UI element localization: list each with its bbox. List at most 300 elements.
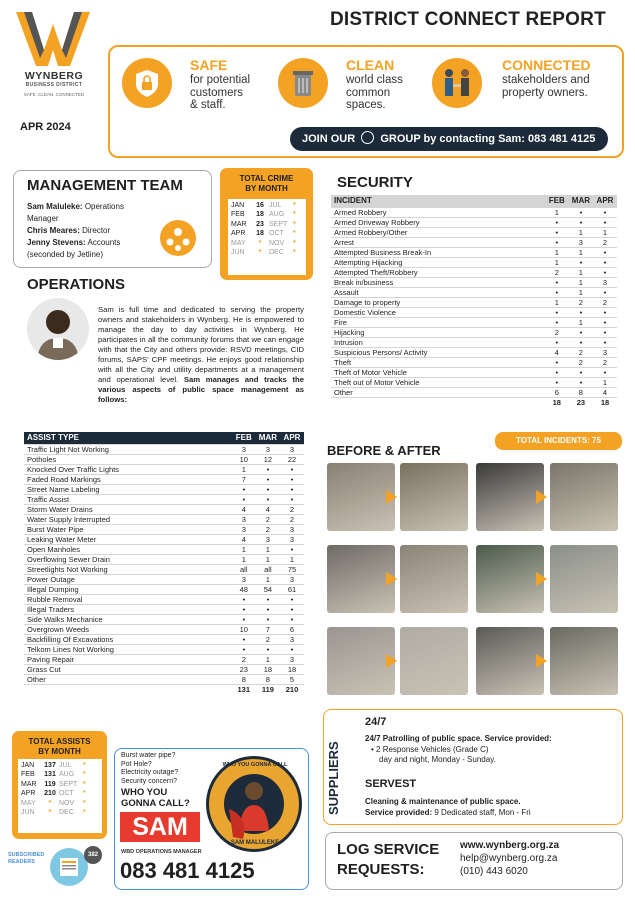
row-value: • <box>232 614 256 624</box>
row-value: 18 <box>256 664 280 674</box>
supplier-servest-desc: Cleaning & maintenance of public space. Service provided: 9 Dedicated staff, Mon - Fri <box>365 797 531 817</box>
table-row <box>331 237 617 247</box>
before-photo <box>327 545 395 613</box>
row-value: • <box>545 367 569 377</box>
row-value: 2 <box>593 297 617 307</box>
row-value: 18 <box>280 664 304 674</box>
table-row <box>24 474 304 484</box>
row-value: 3 <box>593 347 617 357</box>
month-row <box>21 799 102 808</box>
row-value: • <box>593 317 617 327</box>
row-label: Assault <box>331 287 545 297</box>
readers-count-badge: 382 <box>84 846 102 864</box>
before-after-title: BEFORE & AFTER <box>327 443 441 458</box>
row-label: Street Name Labeling <box>24 484 232 494</box>
row-value: APR <box>593 195 617 207</box>
logo-tagline: SAFE. CLEAN. CONNECTED <box>23 92 85 97</box>
row-label: Armed Driveway Robbery <box>331 217 545 227</box>
month-row <box>231 239 306 248</box>
before-photo <box>476 627 544 695</box>
row-value: all <box>256 564 280 574</box>
website-link[interactable]: www.wynberg.org.za <box>460 840 560 851</box>
mgmt-row: (seconded by Jetline) <box>27 250 104 259</box>
row-value: 12 <box>256 454 280 464</box>
row-value: • <box>256 614 280 624</box>
badge-bottom-text: SAM MALULEKE <box>230 840 280 846</box>
value-clean-head: CLEAN <box>346 57 395 73</box>
row-value: 1 <box>569 287 593 297</box>
superhero-badge-icon <box>206 756 302 852</box>
row-value: 1 <box>232 544 256 554</box>
supplier-247-desc: 24/7 Patrolling of public space. Service provided: • 2 Response Vehicles (Grade C) day and night, Monday - Sunday. <box>365 734 552 764</box>
month-row <box>21 780 102 789</box>
row-label: Potholes <box>24 454 232 464</box>
row-value: MAR <box>256 432 280 444</box>
row-value: • <box>593 327 617 337</box>
row-value: 8 <box>232 674 256 684</box>
row-label: Backfilling Of Excavations <box>24 634 232 644</box>
row-value: • <box>545 337 569 347</box>
row-value: APR <box>280 432 304 444</box>
row-value: • <box>545 287 569 297</box>
table-row <box>24 554 304 564</box>
row-label: Attempted Theft/Robbery <box>331 267 545 277</box>
row-label <box>24 684 232 694</box>
month-value: * <box>293 211 296 219</box>
row-value: 1 <box>232 554 256 564</box>
month-label: OCT <box>269 230 284 238</box>
table-row <box>331 347 617 357</box>
total-assists-title: TOTAL ASSISTS BY MONTH <box>28 737 91 756</box>
month-value: * <box>293 249 296 257</box>
month-label: DEC <box>59 809 74 817</box>
table-row <box>24 604 304 614</box>
table-row <box>24 634 304 644</box>
row-value: 10 <box>232 454 256 464</box>
row-label: Damage to property <box>331 297 545 307</box>
row-value: 8 <box>256 674 280 684</box>
arrow-right-icon <box>536 572 547 586</box>
row-label: Fire <box>331 317 545 327</box>
row-label: ASSIST TYPE <box>24 432 232 444</box>
row-value: • <box>280 594 304 604</box>
supplier-servest-name: SERVEST <box>365 778 417 790</box>
row-value: MAR <box>569 195 593 207</box>
row-label: Traffic Assist <box>24 494 232 504</box>
after-photo <box>400 545 468 613</box>
table-row <box>331 317 617 327</box>
month-row <box>231 210 306 219</box>
table-row <box>331 257 617 267</box>
row-label: Attempting Hijacking <box>331 257 545 267</box>
table-row <box>331 357 617 367</box>
month-value: * <box>83 762 86 769</box>
row-label: Other <box>331 387 545 397</box>
row-value: 3 <box>232 514 256 524</box>
after-photo <box>400 463 468 531</box>
table-row <box>24 674 304 684</box>
row-label: Water Supply Interrupted <box>24 514 232 524</box>
team-icon <box>160 220 196 256</box>
month-label: APR <box>21 790 36 798</box>
row-value: 1 <box>256 544 280 554</box>
row-label: Telkom Lines Not Working <box>24 644 232 654</box>
row-value: 210 <box>285 684 299 694</box>
logo-name: WYNBERG <box>24 70 84 82</box>
row-label: Armed Robbery <box>331 207 545 217</box>
month-row <box>21 761 102 770</box>
month-value: * <box>258 249 262 257</box>
row-label: Leaking Water Meter <box>24 534 232 544</box>
month-label: FEB <box>21 771 35 779</box>
row-value: 8 <box>569 387 593 397</box>
month-value: * <box>48 809 52 817</box>
row-label: Attempted Business Break-In <box>331 247 545 257</box>
row-value: 1 <box>569 267 593 277</box>
supplier-247-name: 24/7 <box>365 716 387 728</box>
month-value: 23 <box>256 220 264 228</box>
row-value: • <box>256 474 280 484</box>
log-service-label: LOG SERVICE REQUESTS: <box>337 841 440 878</box>
row-label: Paving Repair <box>24 654 232 664</box>
total-assists-list <box>18 759 102 833</box>
row-label: Theft of Motor Vehicle <box>331 367 545 377</box>
row-value: • <box>569 367 593 377</box>
table-row <box>24 524 304 534</box>
row-value: 2 <box>280 514 304 524</box>
month-row <box>21 789 102 798</box>
row-label: Suspicious Persons/ Activity <box>331 347 545 357</box>
sam-questions: Burst water pipe? Pot Hole? Electricity outage? Security concern? <box>121 752 179 785</box>
row-label: Knocked Over Traffic Lights <box>24 464 232 474</box>
suppliers-label: SUPPLIERS <box>326 741 341 815</box>
row-value: • <box>545 377 569 387</box>
after-photo <box>550 627 618 695</box>
row-value: • <box>545 357 569 367</box>
row-value: • <box>256 604 280 614</box>
row-value: FEB <box>232 432 256 444</box>
report-date: APR 2024 <box>20 121 71 133</box>
row-value: 1 <box>545 297 569 307</box>
table-row <box>331 267 617 277</box>
row-value: 4 <box>593 387 617 397</box>
security-title: SECURITY <box>337 174 413 191</box>
row-label: Hijacking <box>331 327 545 337</box>
avatar <box>27 298 89 360</box>
row-value: • <box>545 307 569 317</box>
row-value: • <box>280 604 304 614</box>
table-row <box>24 484 304 494</box>
table-row <box>24 534 304 544</box>
row-value: 1 <box>569 227 593 237</box>
newsletter-icon <box>50 848 88 886</box>
row-value: 3 <box>280 654 304 664</box>
row-label: Intrusion <box>331 337 545 347</box>
row-value: 2 <box>232 654 256 664</box>
month-row <box>21 808 102 817</box>
table-row <box>24 464 304 474</box>
trash-bin-icon <box>278 58 328 108</box>
row-value: • <box>593 257 617 267</box>
row-value: 1 <box>256 574 280 584</box>
row-value: 2 <box>256 514 280 524</box>
before-photo <box>327 627 395 695</box>
row-value: • <box>593 287 617 297</box>
table-row <box>331 207 617 217</box>
table-row <box>24 624 304 634</box>
row-value: 61 <box>280 584 304 594</box>
row-value: • <box>569 327 593 337</box>
management-title: MANAGEMENT TEAM <box>27 177 183 194</box>
sam-name-badge: SAM <box>120 812 200 842</box>
total-incidents-badge: TOTAL INCIDENTS: 75 <box>495 432 622 450</box>
row-value: 23 <box>576 397 586 407</box>
row-value: • <box>593 307 617 317</box>
mgmt-row: Chris Meares: Director <box>27 226 111 235</box>
value-connected-head: CONNECTED <box>502 57 591 73</box>
whatsapp-banner[interactable] <box>290 127 608 151</box>
row-value: 22 <box>280 454 304 464</box>
row-value: • <box>593 337 617 347</box>
row-value: • <box>593 247 617 257</box>
month-row <box>231 201 306 210</box>
row-value: 75 <box>280 564 304 574</box>
month-label: MAR <box>231 220 247 228</box>
month-value: 137 <box>44 762 56 769</box>
month-label: SEPT <box>269 220 288 228</box>
row-value: • <box>280 614 304 624</box>
shield-lock-icon <box>122 58 172 108</box>
month-value: * <box>48 799 52 807</box>
row-value: • <box>545 217 569 227</box>
month-value: * <box>83 799 86 807</box>
month-label: JUL <box>269 202 282 209</box>
row-value: 3 <box>569 237 593 247</box>
row-value: • <box>569 217 593 227</box>
month-label: MAR <box>21 780 37 788</box>
month-label: JAN <box>231 202 245 209</box>
table-row <box>331 307 617 317</box>
row-label: Armed Robbery/Other <box>331 227 545 237</box>
row-label: Traffic Light Not Working <box>24 444 232 454</box>
assist-table <box>24 432 304 694</box>
row-value: 1 <box>569 317 593 327</box>
value-safe-text: for potential customers & staff. <box>190 74 251 111</box>
month-label: NOV <box>269 239 285 247</box>
row-value: • <box>232 594 256 604</box>
row-value: 1 <box>232 464 256 474</box>
row-label: Other <box>24 674 232 684</box>
table-row <box>331 227 617 237</box>
row-label: Theft out of Motor Vehicle <box>331 377 545 387</box>
before-photo <box>476 463 544 531</box>
row-value: • <box>280 484 304 494</box>
total-crime-title: TOTAL CRIME BY MONTH <box>239 174 294 193</box>
badge-top-text: WHO YOU GONNA CALL <box>222 762 288 768</box>
row-value: 4 <box>256 504 280 514</box>
month-value: * <box>293 230 296 238</box>
table-row <box>24 544 304 554</box>
before-photo <box>476 545 544 613</box>
month-value: * <box>83 771 86 779</box>
row-value: • <box>545 277 569 287</box>
month-label: FEB <box>231 211 245 219</box>
table-header <box>24 432 304 444</box>
row-label: Illegal Traders <box>24 604 232 614</box>
wynberg-logo <box>14 10 92 68</box>
table-row <box>331 217 617 227</box>
table-row <box>24 564 304 574</box>
row-label: Faded Road Markings <box>24 474 232 484</box>
row-value: 3 <box>232 444 256 454</box>
row-value: • <box>569 257 593 267</box>
row-value: 3 <box>232 524 256 534</box>
row-value: 4 <box>232 504 256 514</box>
row-value: 2 <box>569 347 593 357</box>
row-label: Theft <box>331 357 545 367</box>
month-value: * <box>83 809 86 817</box>
table-row <box>331 337 617 347</box>
row-value: • <box>593 367 617 377</box>
month-value: 18 <box>256 230 264 238</box>
row-value: 18 <box>552 397 561 407</box>
month-label: AUG <box>59 771 75 779</box>
management-list <box>27 201 152 261</box>
phone-link[interactable]: (010) 443 6020 <box>460 866 528 877</box>
row-value: 1 <box>569 277 593 287</box>
row-value: • <box>280 474 304 484</box>
arrow-right-icon <box>536 654 547 668</box>
month-label: MAY <box>21 799 36 807</box>
arrow-right-icon <box>536 490 547 504</box>
row-value: • <box>256 494 280 504</box>
month-label: JUL <box>59 762 72 769</box>
page-title: DISTRICT CONNECT REPORT <box>330 9 606 30</box>
row-label: Illegal Dumping <box>24 584 232 594</box>
row-value: • <box>232 634 256 644</box>
row-label: Domestic Violence <box>331 307 545 317</box>
row-value: 54 <box>256 584 280 594</box>
row-value: 4 <box>545 347 569 357</box>
row-value: 131 <box>237 684 251 694</box>
row-label <box>331 397 545 407</box>
row-value: 2 <box>593 357 617 367</box>
row-value: 6 <box>545 387 569 397</box>
row-label: Side Walks Mechanice <box>24 614 232 624</box>
month-label: OCT <box>59 790 74 798</box>
after-photo <box>550 545 618 613</box>
month-value: * <box>293 202 296 209</box>
row-value: 2 <box>280 504 304 514</box>
table-row <box>24 504 304 514</box>
table-row <box>331 277 617 287</box>
arrow-right-icon <box>386 490 397 504</box>
log-contacts <box>460 839 559 878</box>
mgmt-row: Sam Maluleke: Operations Manager <box>27 202 124 223</box>
table-row <box>24 584 304 594</box>
row-label: Arrest <box>331 237 545 247</box>
logo-sub: BUSINESS DISTRICT <box>25 82 83 88</box>
row-value: • <box>232 494 256 504</box>
whatsapp-pre: JOIN OUR <box>302 133 356 145</box>
row-value: • <box>280 464 304 474</box>
table-row <box>24 514 304 524</box>
row-value: • <box>280 644 304 654</box>
row-value: • <box>256 464 280 474</box>
row-value: • <box>280 494 304 504</box>
table-row <box>331 367 617 377</box>
row-value: 1 <box>545 257 569 267</box>
month-row <box>231 220 306 229</box>
month-label: APR <box>231 230 246 238</box>
table-row <box>331 387 617 397</box>
table-row <box>24 494 304 504</box>
sam-role: WBD OPERATIONS MANAGER <box>121 849 202 855</box>
month-value: 131 <box>44 771 56 779</box>
row-value: 2 <box>593 237 617 247</box>
email-link[interactable]: help@wynberg.org.za <box>460 853 558 864</box>
subscribed-readers-label: SUBSCRIBED READERS <box>8 852 45 865</box>
table-row <box>24 614 304 624</box>
row-label: Break in/business <box>331 277 545 287</box>
row-value: 3 <box>593 277 617 287</box>
row-value: 1 <box>593 227 617 237</box>
value-safe-head: SAFE <box>190 57 228 73</box>
row-value: 7 <box>232 474 256 484</box>
month-value: 119 <box>44 780 56 788</box>
row-value: 1 <box>256 654 280 664</box>
row-value: • <box>569 207 593 217</box>
row-label: Rubble Removal <box>24 594 232 604</box>
row-value: • <box>232 644 256 654</box>
row-value: 1 <box>593 377 617 387</box>
row-value: 4 <box>232 534 256 544</box>
table-row <box>24 574 304 584</box>
after-photo <box>550 463 618 531</box>
row-value: 7 <box>256 624 280 634</box>
month-value: 210 <box>44 790 56 798</box>
table-row <box>331 247 617 257</box>
table-row <box>24 454 304 464</box>
row-value: FEB <box>545 195 569 207</box>
row-value: 3 <box>280 634 304 644</box>
row-label: INCIDENT <box>331 195 545 207</box>
arrow-right-icon <box>386 572 397 586</box>
month-value: * <box>83 790 86 798</box>
row-value: • <box>545 317 569 327</box>
month-label: MAY <box>231 239 246 247</box>
row-value: 10 <box>232 624 256 634</box>
table-total-row <box>331 397 617 407</box>
row-value: 1 <box>280 554 304 564</box>
month-value: * <box>83 780 86 788</box>
row-value: 1 <box>256 554 280 564</box>
month-label: NOV <box>59 799 75 807</box>
sam-phone[interactable]: 083 481 4125 <box>120 858 255 883</box>
row-value: • <box>232 484 256 494</box>
month-value: * <box>258 239 262 247</box>
row-label: Streetlights Not Working <box>24 564 232 574</box>
row-label: Storm Water Drains <box>24 504 232 514</box>
table-row <box>24 644 304 654</box>
row-value: • <box>280 544 304 554</box>
row-value: 3 <box>280 534 304 544</box>
month-label: SEPT <box>59 780 78 788</box>
table-row <box>331 287 617 297</box>
month-label: JAN <box>21 762 35 769</box>
table-header <box>331 195 617 207</box>
month-label: DEC <box>269 249 284 257</box>
